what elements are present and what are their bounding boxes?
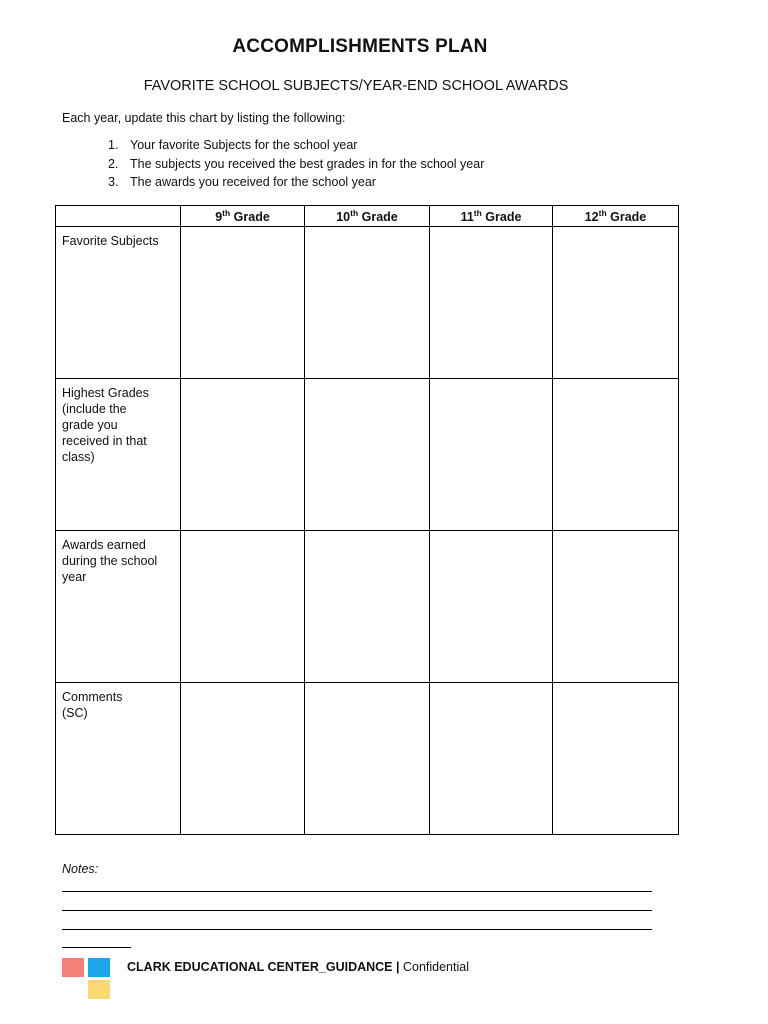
entry-cell[interactable] [305,227,430,379]
list-number: 3. [108,175,119,189]
notes-line[interactable] [62,947,131,948]
column-header-10th-grade: 10th Grade [305,206,430,227]
table-row [56,531,679,683]
entry-cell[interactable] [181,683,305,835]
list-item [108,175,484,194]
list-text: The subjects you received the best grades in for the school year [130,156,485,171]
entry-cell[interactable] [430,683,553,835]
header-corner-cell [56,206,181,227]
entry-cell[interactable] [181,379,305,531]
list-number: 1. [108,138,119,152]
intro-text: Each year, update this chart by listing the following: [62,111,346,125]
entry-cell[interactable] [430,531,553,683]
logo-square-blue [88,958,110,977]
notes-line[interactable] [62,891,652,892]
footer-classification: Confidential [399,960,469,974]
list-item [108,138,484,157]
list-text: The awards you received for the school year [130,175,376,189]
notes-line[interactable] [62,929,652,930]
logo-square-red [62,958,84,977]
entry-cell[interactable] [430,379,553,531]
document-subtitle: FAVORITE SCHOOL SUBJECTS/YEAR-END SCHOOL AWARDS [143,78,569,94]
row-label-awards-earned: Awards earned during the school year [56,531,181,683]
entry-cell[interactable] [305,683,430,835]
entry-cell[interactable] [430,227,553,379]
row-label-favorite-subjects: Favorite Subjects [56,227,181,379]
instruction-list [108,138,484,194]
accomplishments-table [55,205,679,835]
footer-organization: CLARK EDUCATIONAL CENTER_GUIDANCE | [127,960,400,974]
entry-cell[interactable] [181,227,305,379]
document-title: ACCOMPLISHMENTS PLAN [232,36,488,57]
entry-cell[interactable] [305,531,430,683]
list-number: 2. [108,156,119,171]
table-row [56,683,679,835]
list-text: Your favorite Subjects for the school year [130,138,358,152]
entry-cell[interactable] [305,379,430,531]
list-item [108,157,484,176]
table-row [56,379,679,531]
column-header-9th-grade: 9th Grade [181,206,305,227]
column-header-12th-grade: 12th Grade [553,206,679,227]
entry-cell[interactable] [553,683,679,835]
row-label-highest-grades: Highest Grades (include the grade you received in that class) [56,379,181,531]
column-header-11th-grade: 11th Grade [430,206,553,227]
footer-text [127,960,469,974]
entry-cell[interactable] [181,531,305,683]
entry-cell[interactable] [553,531,679,683]
row-label-comments: Comments (SC) [56,683,181,835]
entry-cell[interactable] [553,379,679,531]
table-row [56,227,679,379]
entry-cell[interactable] [553,227,679,379]
notes-line[interactable] [62,910,652,911]
logo-square-yellow [88,980,110,999]
notes-label: Notes: [62,862,99,876]
organization-logo-icon [62,958,112,1000]
table-header-row [56,206,679,227]
page-footer [62,958,469,1000]
